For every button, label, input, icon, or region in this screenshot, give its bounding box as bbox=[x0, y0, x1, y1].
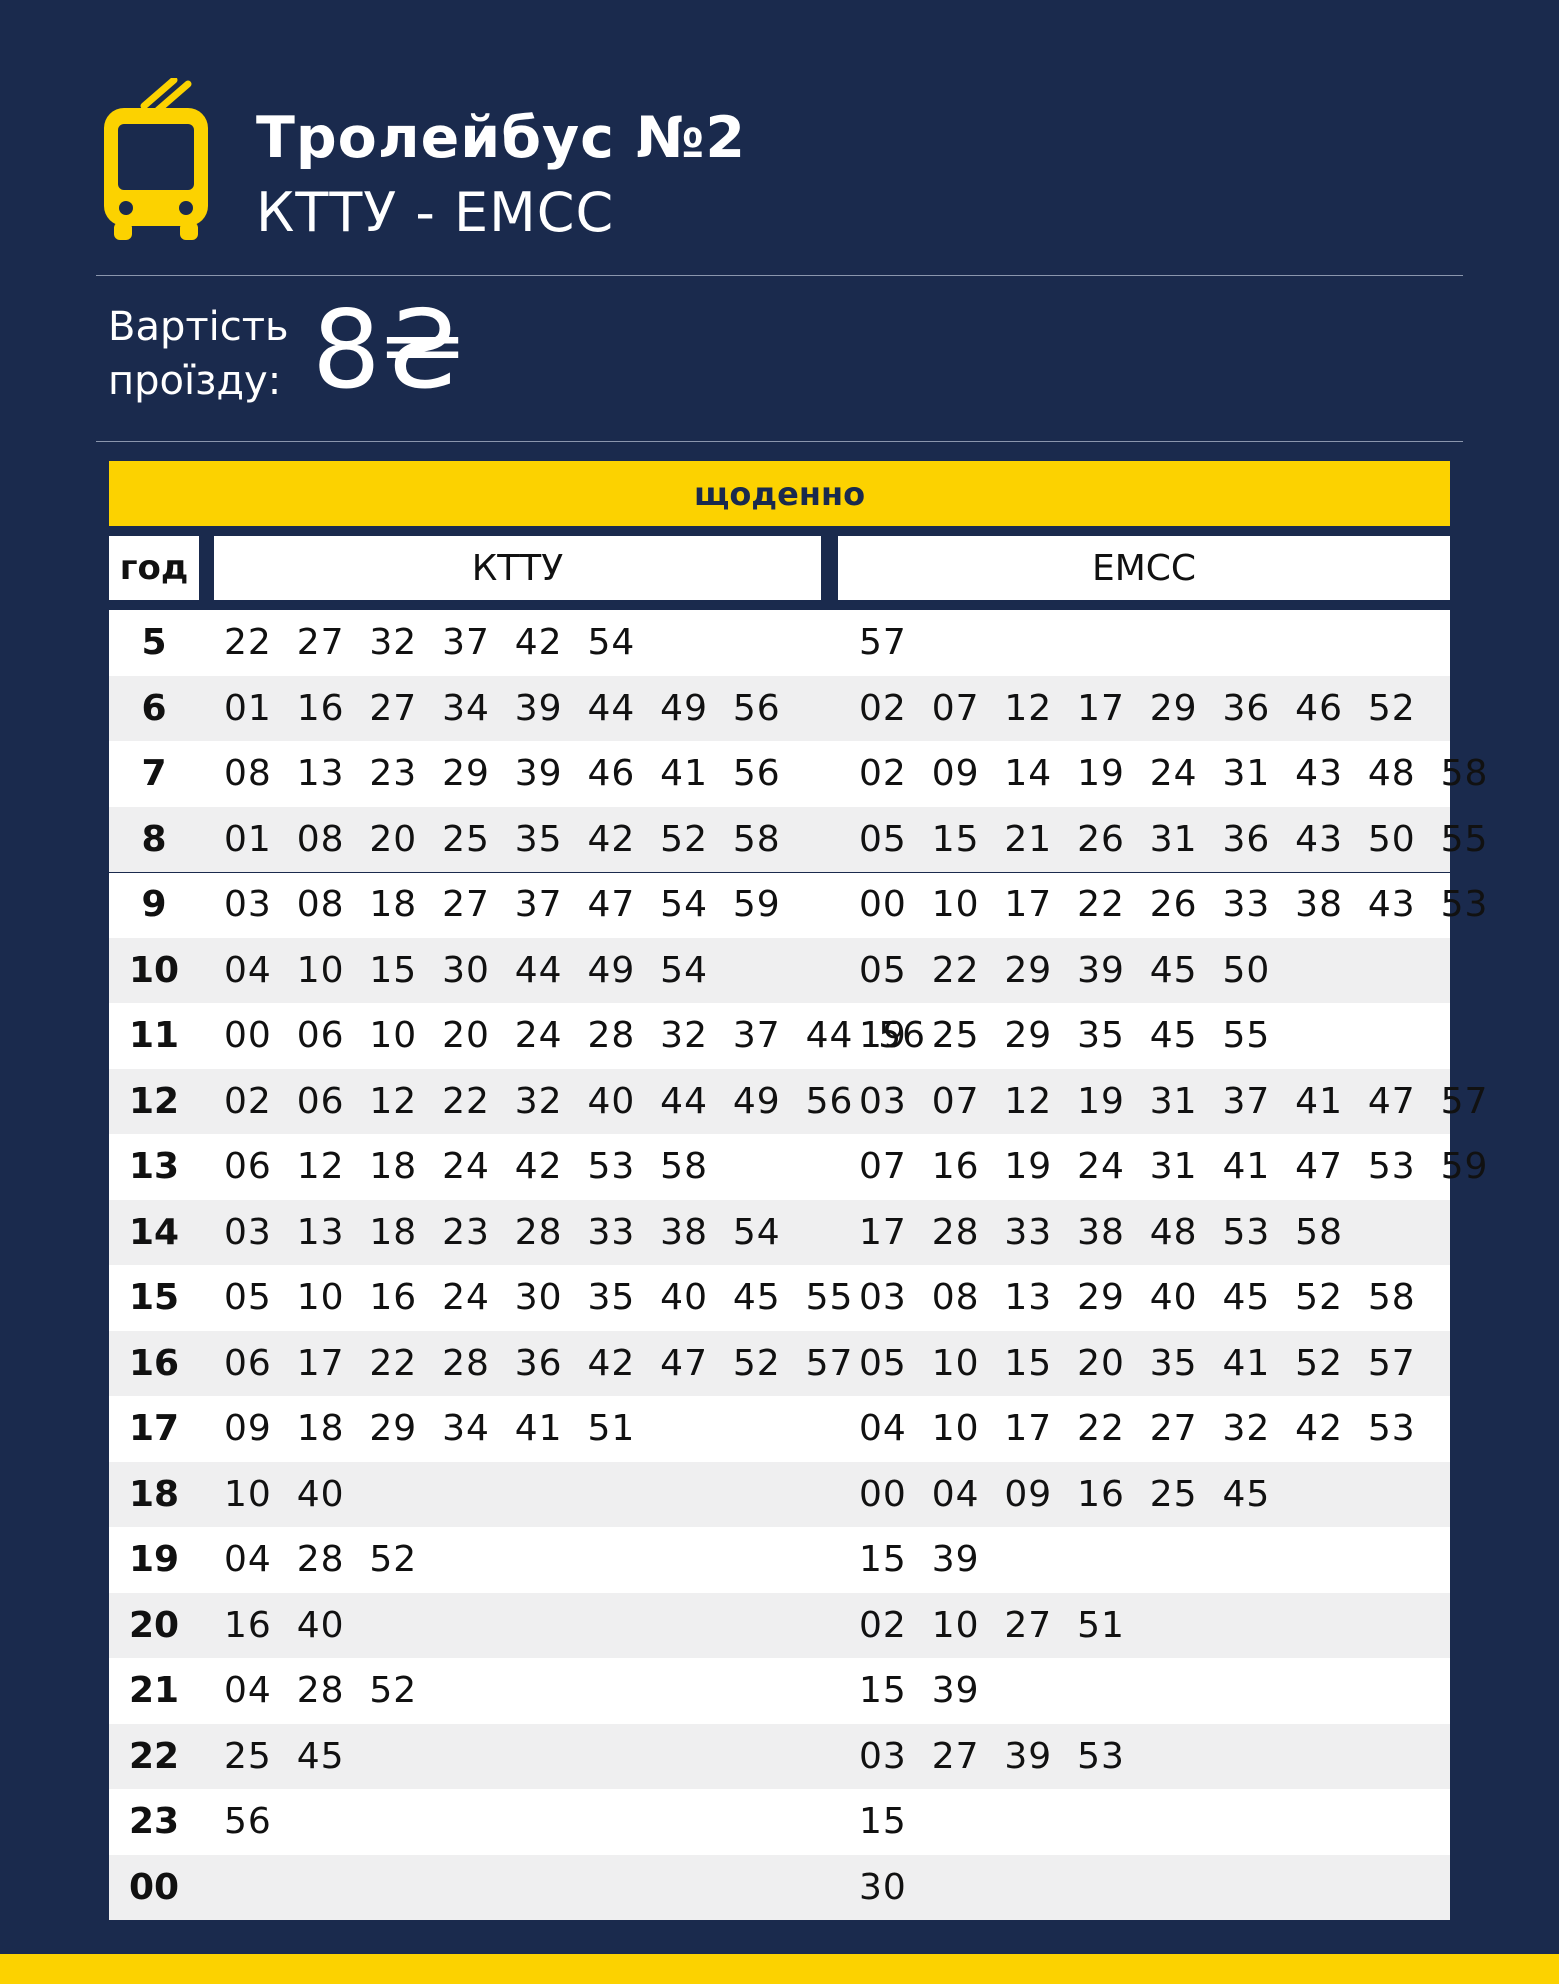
stop-a-times: 04 28 52 bbox=[224, 1670, 418, 1712]
route-name: КТТУ - ЕМСС bbox=[256, 181, 615, 244]
stop-a-times: 22 27 32 37 42 54 bbox=[224, 622, 636, 664]
stop-b-times: 05 10 15 20 35 41 52 57 bbox=[859, 1342, 1416, 1384]
stop-b-times: 05 15 21 26 31 36 43 50 55 bbox=[859, 818, 1489, 860]
stop-b-times: 17 28 33 38 48 53 58 bbox=[859, 1211, 1343, 1253]
stop-b-times: 00 10 17 22 26 33 38 43 53 bbox=[859, 884, 1489, 926]
table-row bbox=[109, 1855, 1450, 1921]
stop-a-times: 10 40 bbox=[224, 1473, 345, 1515]
stop-b-times: 03 08 13 29 40 45 52 58 bbox=[859, 1277, 1416, 1319]
hour-cell: 16 bbox=[128, 1342, 180, 1384]
stop-b-times: 15 39 bbox=[859, 1670, 980, 1712]
stop-b-times: 02 10 27 51 bbox=[859, 1604, 1125, 1646]
schedule-table bbox=[109, 610, 1489, 1920]
fare-value: 8₴ bbox=[312, 288, 465, 413]
table-row bbox=[109, 1593, 1450, 1659]
hour-cell: 22 bbox=[128, 1735, 180, 1777]
stop-a-times: 02 06 12 22 32 40 44 49 56 bbox=[224, 1080, 854, 1122]
stop-b-times: 03 07 12 19 31 37 41 47 57 bbox=[859, 1080, 1489, 1122]
stop-a-times: 06 17 22 28 36 42 47 52 57 bbox=[224, 1342, 854, 1384]
table-row bbox=[109, 938, 1450, 1004]
table-row bbox=[109, 807, 1489, 873]
stop-b-times: 03 27 39 53 bbox=[859, 1735, 1125, 1777]
table-row bbox=[109, 1396, 1450, 1462]
fare-label bbox=[108, 300, 289, 408]
stop-b-times: 30 bbox=[859, 1866, 907, 1908]
hour-cell: 18 bbox=[128, 1473, 180, 1515]
hour-cell: 00 bbox=[128, 1866, 180, 1908]
stop-b-times: 15 39 bbox=[859, 1539, 980, 1581]
hour-cell: 19 bbox=[128, 1539, 180, 1581]
stop-a-times: 04 10 15 30 44 49 54 bbox=[224, 949, 708, 991]
hour-cell: 8 bbox=[141, 818, 167, 860]
hour-cell: 6 bbox=[141, 687, 167, 729]
page-title: Тролейбус №2 bbox=[256, 105, 747, 171]
stop-a-times: 00 06 10 20 24 28 32 37 44 56 bbox=[224, 1015, 927, 1057]
table-row bbox=[109, 1724, 1450, 1790]
stop-a-column-header: КТТУ bbox=[214, 536, 821, 600]
table-row bbox=[109, 1265, 1450, 1331]
stop-b-times: 04 10 17 22 27 32 42 53 bbox=[859, 1408, 1416, 1450]
stop-a-times: 56 bbox=[224, 1801, 272, 1843]
hour-cell: 12 bbox=[128, 1080, 180, 1122]
stop-b-times: 02 07 12 17 29 36 46 52 bbox=[859, 687, 1416, 729]
stop-b-times: 15 bbox=[859, 1801, 907, 1843]
hour-cell: 9 bbox=[141, 884, 167, 926]
hour-column-header: год bbox=[109, 536, 199, 600]
stop-b-times: 57 bbox=[859, 622, 907, 664]
table-row bbox=[109, 1658, 1450, 1724]
table-row bbox=[109, 1527, 1450, 1593]
stop-a-times: 05 10 16 24 30 35 40 45 55 bbox=[224, 1277, 854, 1319]
hour-cell: 13 bbox=[128, 1146, 180, 1188]
table-row bbox=[109, 1789, 1450, 1855]
stop-a-times: 06 12 18 24 42 53 58 bbox=[224, 1146, 708, 1188]
table-row bbox=[109, 610, 1450, 676]
hour-cell: 20 bbox=[128, 1604, 180, 1646]
stop-a-times: 04 28 52 bbox=[224, 1539, 418, 1581]
table-row bbox=[109, 1069, 1489, 1135]
hour-cell: 21 bbox=[128, 1670, 180, 1712]
header bbox=[100, 78, 1480, 258]
stop-b-times: 07 16 19 24 31 41 47 53 59 bbox=[859, 1146, 1489, 1188]
hour-cell: 10 bbox=[128, 949, 180, 991]
stop-b-times: 00 04 09 16 25 45 bbox=[859, 1473, 1271, 1515]
table-row bbox=[109, 1462, 1450, 1528]
stop-a-times: 03 13 18 23 28 33 38 54 bbox=[224, 1211, 781, 1253]
trolleybus-icon bbox=[100, 78, 212, 243]
hour-cell: 11 bbox=[128, 1015, 180, 1057]
divider bbox=[96, 275, 1463, 276]
hour-cell: 23 bbox=[128, 1801, 180, 1843]
stop-a-times: 08 13 23 29 39 46 41 56 bbox=[224, 753, 781, 795]
stop-b-times: 02 09 14 19 24 31 43 48 58 bbox=[859, 753, 1489, 795]
stop-a-times: 09 18 29 34 41 51 bbox=[224, 1408, 636, 1450]
table-row bbox=[109, 1003, 1450, 1069]
table-row bbox=[109, 1134, 1489, 1200]
table-row bbox=[109, 1331, 1450, 1397]
stop-a-times: 16 40 bbox=[224, 1604, 345, 1646]
bottom-accent-bar bbox=[0, 1954, 1559, 1984]
day-type-banner: щоденно bbox=[109, 461, 1450, 526]
hour-cell: 17 bbox=[128, 1408, 180, 1450]
stop-a-times: 25 45 bbox=[224, 1735, 345, 1777]
stop-b-times: 19 25 29 35 45 55 bbox=[859, 1015, 1271, 1057]
hour-cell: 14 bbox=[128, 1211, 180, 1253]
hour-cell: 5 bbox=[141, 622, 167, 664]
divider bbox=[96, 441, 1463, 442]
hour-cell: 7 bbox=[141, 753, 167, 795]
fare-label-line2: проїзду: bbox=[108, 358, 282, 404]
stop-b-times: 05 22 29 39 45 50 bbox=[859, 949, 1271, 991]
stop-a-times: 01 16 27 34 39 44 49 56 bbox=[224, 687, 781, 729]
table-row bbox=[109, 872, 1489, 938]
table-row bbox=[109, 676, 1450, 742]
hour-cell: 15 bbox=[128, 1277, 180, 1319]
table-row bbox=[109, 1200, 1450, 1266]
stop-a-times: 01 08 20 25 35 42 52 58 bbox=[224, 818, 781, 860]
fare-label-line1: Вартість bbox=[108, 304, 289, 350]
stop-a-times: 03 08 18 27 37 47 54 59 bbox=[224, 884, 781, 926]
table-row bbox=[109, 741, 1489, 807]
stop-b-column-header: ЕМСС bbox=[838, 536, 1450, 600]
